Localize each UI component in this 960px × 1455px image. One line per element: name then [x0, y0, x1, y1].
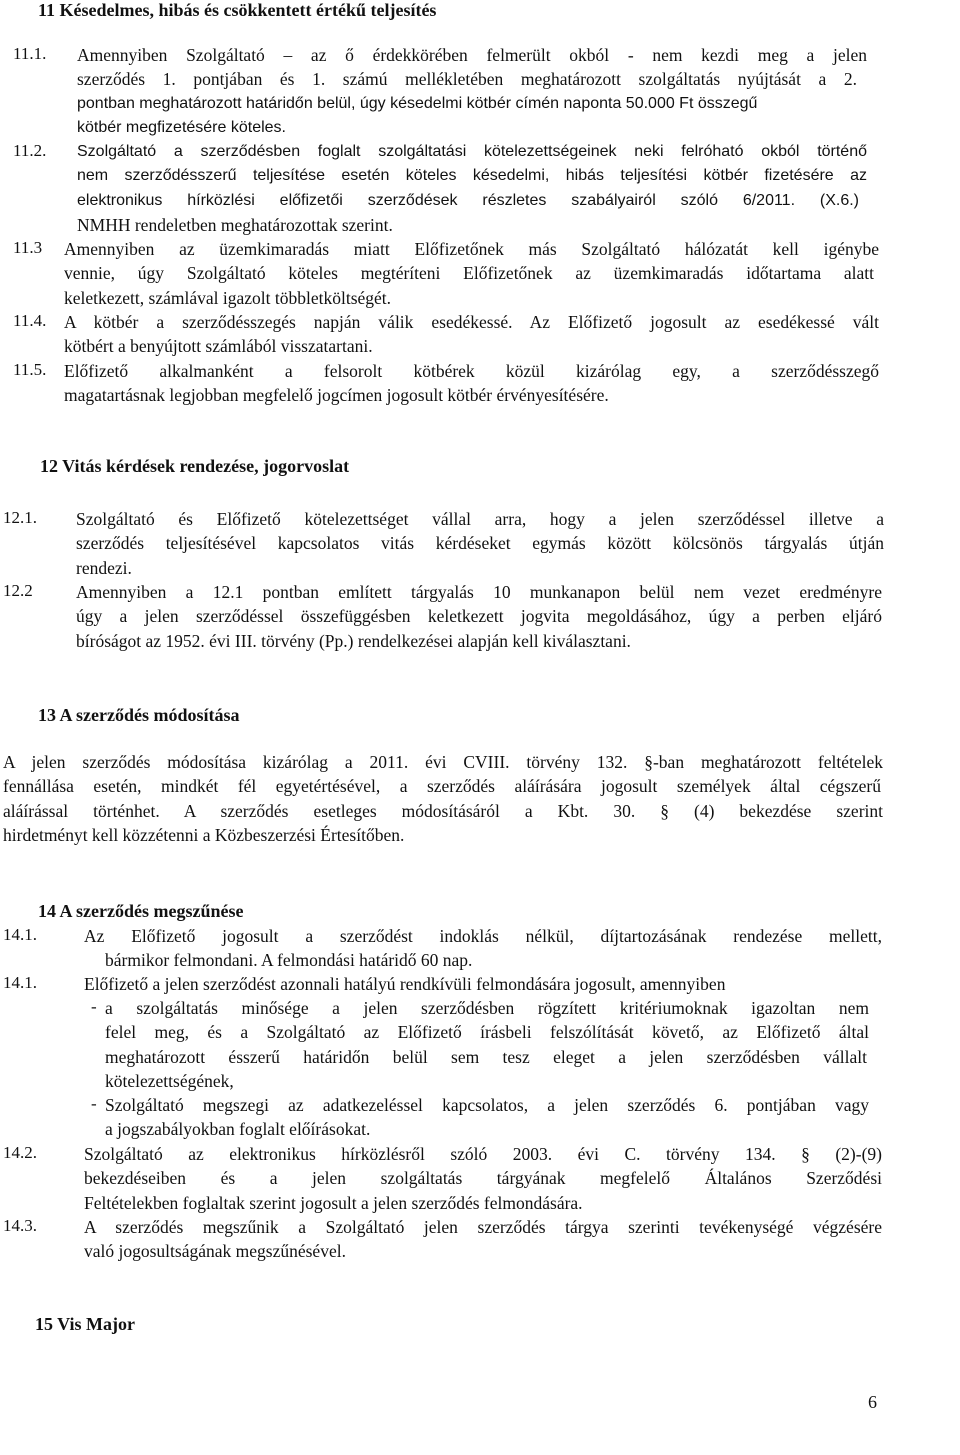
item-14-1b: Előfizető a jelen szerződést azonnali hatályú rendkívüli felmondására jogosult, amennyiben	[84, 974, 726, 994]
item-14-2: Szolgáltató az elektronikus hírközlésről szóló 2003. évi C. törvény 134. § (2)-(9) bekezdéseiben és a jelen szolgáltatás tárgyának megfelelő Általános Szerződési Feltételekben foglaltak szerint jogosult a jelen szerződés felmondására.	[84, 1144, 882, 1213]
section-15-title: 15 Vis Major	[35, 1314, 135, 1334]
item-number: 14.3.	[3, 1216, 37, 1235]
item-12-2: Amennyiben a 12.1 pontban említett tárgyalás 10 munkanapon belül nem vezet eredményre úgy a jelen szerződéssel összefüggésben keletkezett jogvita megoldásához, úgy a perben eljáró bíróságot az 1952. évi III. törvény (Pp.) rendelkezései alapján kell kiválasztani.	[76, 582, 882, 651]
item-11-2: Szolgáltató a szerződésben foglalt szolgáltatási kötelezettségeinek neki felróható okból történő nem szerződésszerű teljesítése esetén köteles késedelmi, hibás teljesítési kötbér fizetésére az elektronikus hírközlési előfizetői szerződések részletes szabályairól szóló 6/2011. (X.6.) NMHH rendeletben meghatározottak szerint.	[77, 143, 867, 235]
section-12-title: 12 Vitás kérdések rendezése, jogorvoslat	[40, 456, 350, 476]
bullet-item: a szolgáltatás minősége a jelen szerződésben rögzített kritériumoknak igazoltan nem felel meg, és a Szolgáltató az Előfizető írásbeli felszólítását követő, az Előfizető által meghatározott ésszerű határidőn belül sem tesz eleget a jelen szerződésben vállalt kötelezettségének,	[105, 998, 869, 1091]
section-13-title: 13 A szerződés módosítása	[38, 705, 240, 725]
item-number: 14.1.	[3, 973, 37, 992]
section-11-title: 11 Késedelmes, hibás és csökkentett értékű teljesítés	[38, 0, 437, 20]
item-number: 11.1.	[13, 44, 47, 63]
section-14-title: 14 A szerződés megszűnése	[38, 901, 244, 921]
bullet-item: Szolgáltató megszegi az adatkezeléssel kapcsolatos, a jelen szerződés 6. pontjában vagy a jogszabályokban foglalt előírásokat.	[105, 1095, 869, 1140]
bullet-dash: -	[91, 1094, 97, 1113]
item-11-1: Amennyiben Szolgáltató – az ő érdekkörében felmerült okból - nem kezdi meg a jelen szerződés 1. pontjában és 1. számú mellékletében meghatározott szolgáltatás nyújtását a 2. pontban meghatározott határidőn belül, úgy késedelmi kötbér címén naponta 50.000 Ft összegű kötbér megfizetésére köteles.	[77, 45, 867, 136]
item-number: 14.1.	[3, 925, 37, 944]
item-12-1: Szolgáltató és Előfizető kötelezettséget vállal arra, hogy a jelen szerződéssel illetve a szerződés teljesítésével kapcsolatos vitás kérdéseket egymás között kölcsönös tárgyalás útján rendezi.	[76, 509, 884, 578]
item-11-4: A kötbér a szerződésszegés napján válik esedékessé. Az Előfizető jogosult az esedékessé vált kötbért a benyújtott számlából visszatartani.	[64, 312, 879, 357]
item-number: 12.2	[3, 581, 33, 600]
item-number: 11.4.	[13, 311, 47, 330]
item-number: 11.2.	[13, 141, 47, 160]
item-14-1a: Az Előfizető jogosult a szerződést indoklás nélkül, díjtartozásának rendezése mellett, bármikor felmondani. A felmondási határidő 60 nap.	[84, 926, 882, 971]
item-number: 12.1.	[3, 508, 37, 527]
bullet-dash: -	[91, 997, 97, 1016]
item-14-3: A szerződés megszűnik a Szolgáltató jelen szerződés tárgya szerinti tevékenységé végzésére való jogosultságának megszűnésével.	[84, 1217, 882, 1262]
item-number: 11.3	[13, 238, 43, 257]
page-number: 6	[868, 1392, 877, 1412]
section-13-body: A jelen szerződés módosítása kizárólag a 2011. évi CVIII. törvény 132. §-ban meghatározott feltételek fennállása esetén, mindkét fél egyetértésével, a szerződés aláírására jogosult személyek által cégszerű aláírással történhet. A szerződés esetleges módosításáról a Kbt. 30. § (4) bekezdése szerint hirdetményt kell közzétenni a Közbeszerzési Értesítőben.	[3, 752, 883, 845]
item-11-5: Előfizető alkalmanként a felsorolt kötbérek közül kizárólag egy, a szerződésszegő magatartásnak legjobban megfelelő jogcímen jogosult kötbér érvényesítésére.	[64, 361, 879, 406]
item-number: 11.5.	[13, 360, 47, 379]
item-11-3: Amennyiben az üzemkimaradás miatt Előfizetőnek más Szolgáltató hálózatát kell igénybe vennie, úgy Szolgáltató köteles megtéríteni Előfizetőnek az üzemkimaradás időtartama alatt keletkezett, számlával igazolt többletköltségét.	[64, 239, 879, 308]
item-number: 14.2.	[3, 1143, 37, 1162]
